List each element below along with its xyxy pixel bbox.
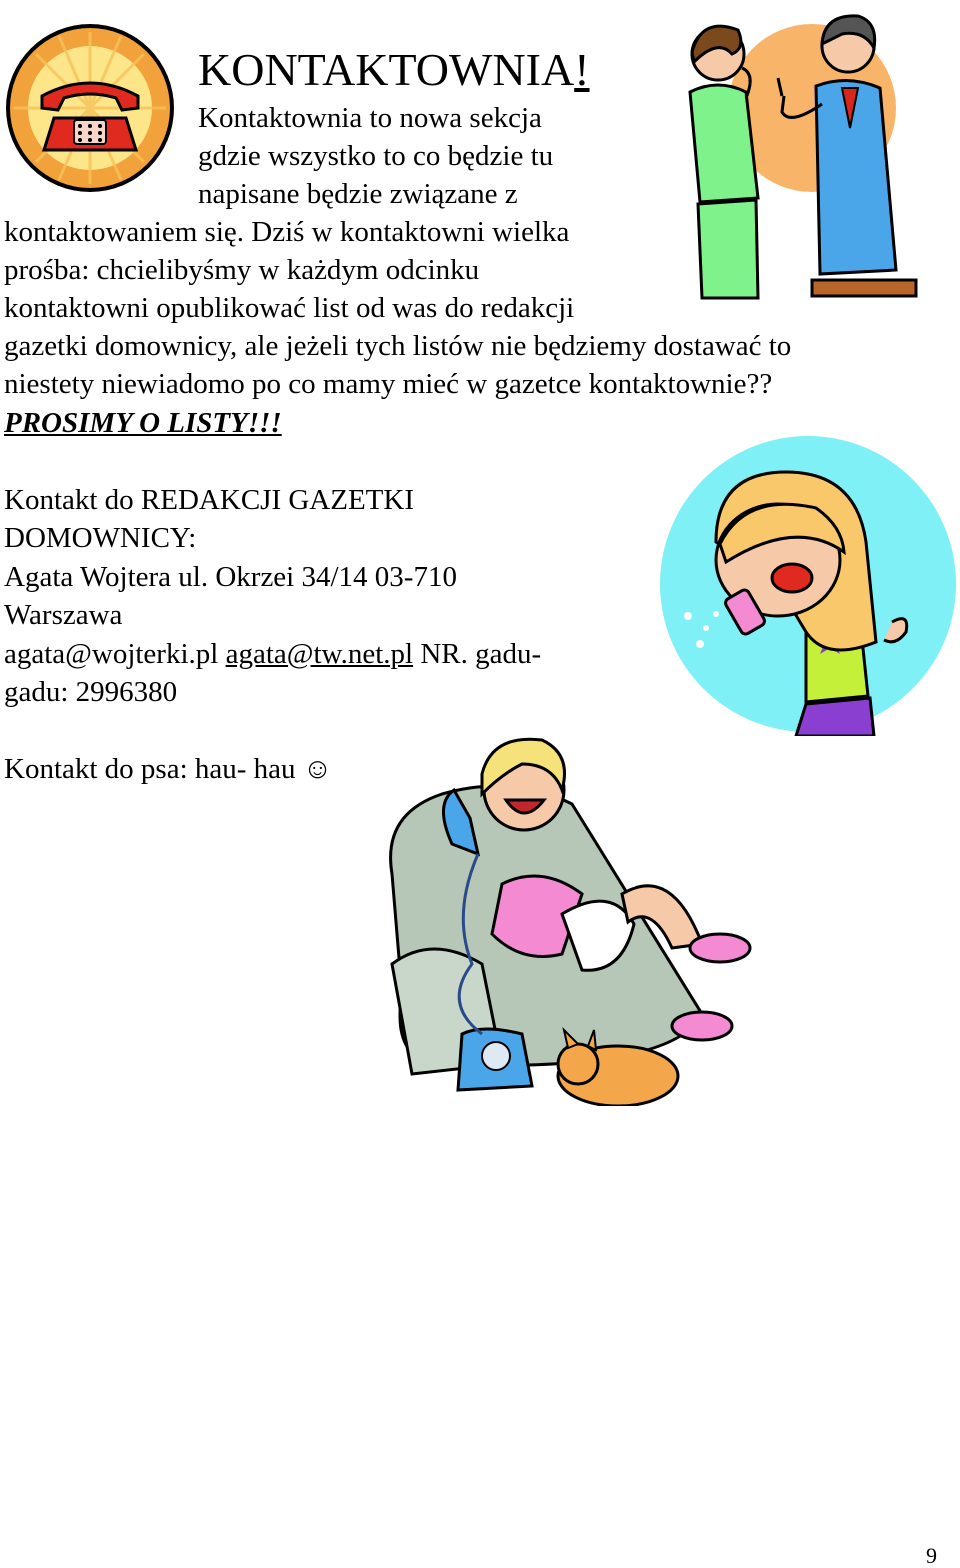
dog-contact bbox=[4, 750, 332, 788]
contact-city: Warszawa bbox=[4, 599, 123, 631]
email-link-2[interactable]: agata@tw.net.pl bbox=[225, 638, 414, 670]
intro-line: Kontaktownia to nowa sekcja bbox=[198, 102, 542, 134]
contact-address: Agata Wojtera ul. Okrzei 34/14 03-710 bbox=[4, 561, 457, 593]
page-number: 9 bbox=[926, 1543, 937, 1568]
contact-line: DOMOWNICY: bbox=[4, 522, 197, 554]
girl-on-phone-illustration bbox=[656, 432, 960, 736]
telephone-badge-icon bbox=[4, 22, 176, 194]
contact-emails bbox=[4, 635, 541, 673]
dog-contact-text: Kontakt do psa: hau- hau bbox=[4, 753, 296, 785]
title-text: KONTAKTOWNIA bbox=[198, 44, 575, 95]
page-title bbox=[198, 40, 590, 100]
intro-line: napisane będzie związane z bbox=[198, 178, 518, 210]
email-text-1: agata@wojterki.pl bbox=[4, 638, 219, 670]
talking-people-illustration bbox=[672, 8, 922, 304]
smiley-icon: ☺ bbox=[302, 753, 333, 785]
gadu-number: gadu: 2996380 bbox=[4, 676, 178, 708]
intro-line: gdzie wszystko to co będzie tu bbox=[198, 140, 554, 172]
intro-line: gazetki domownicy, ale jeżeli tych listów nie będziemy dostawać to bbox=[4, 330, 792, 362]
intro-line: kontaktowni opublikować list od was do redakcji bbox=[4, 292, 575, 324]
title-exclamation: ! bbox=[574, 44, 590, 95]
contact-line: Kontakt do REDAKCJI GAZETKI bbox=[4, 484, 414, 516]
plea-heading: PROSIMY O LISTY!!! bbox=[4, 407, 282, 439]
intro-line: prośba: chcielibyśmy w każdym odcinku bbox=[4, 254, 480, 286]
woman-on-sofa-illustration bbox=[372, 734, 764, 1106]
intro-line: niestety niewiadomo po co mamy mieć w gazetce kontaktownie?? bbox=[4, 368, 773, 400]
intro-line: kontaktowaniem się. Dziś w kontaktowni wielka bbox=[4, 216, 570, 248]
gadu-label: NR. gadu- bbox=[420, 638, 542, 670]
